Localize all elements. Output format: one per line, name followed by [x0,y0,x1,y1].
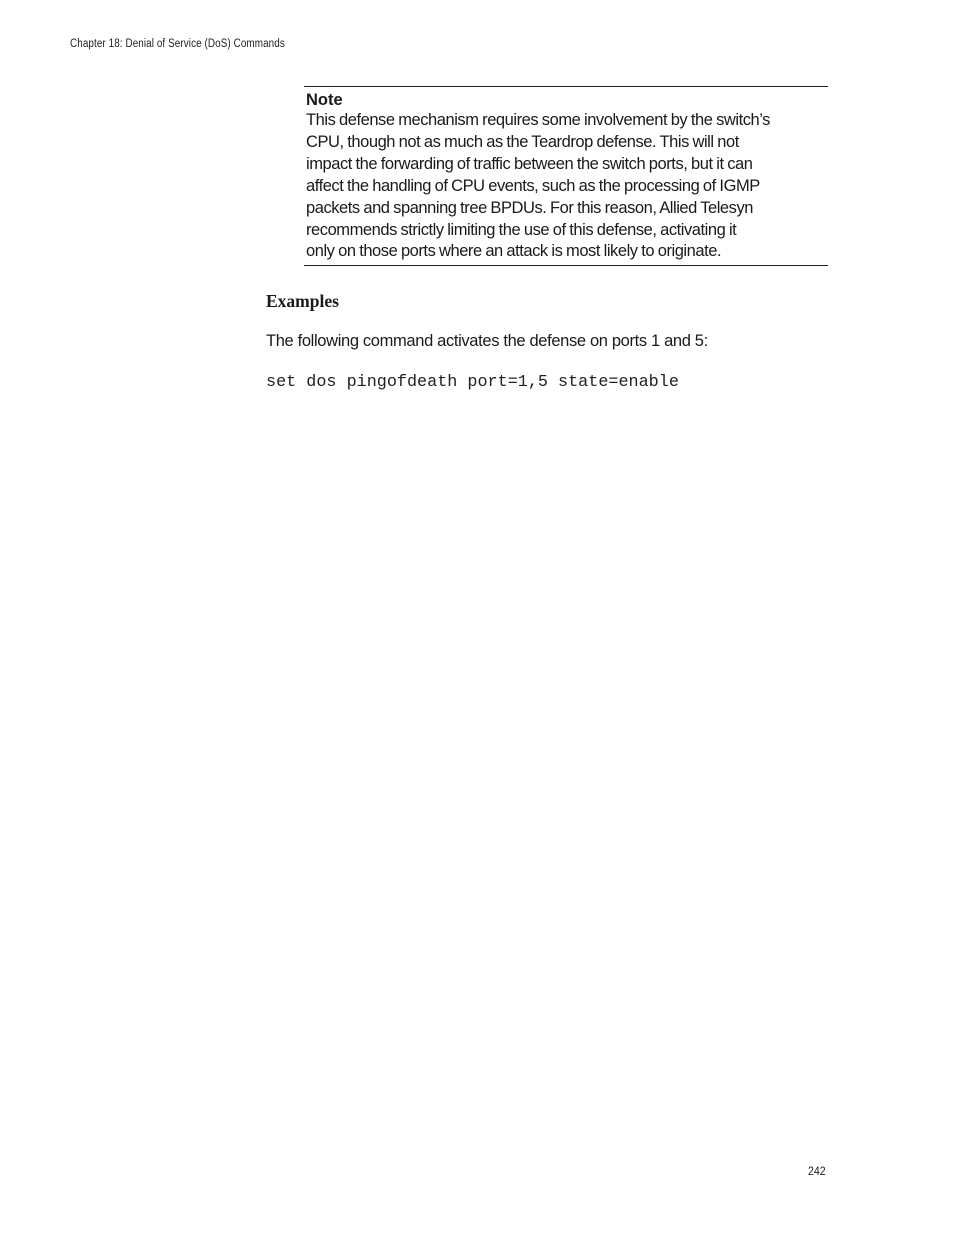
example-command: set dos pingofdeath port=1,5 state=enable [266,373,679,392]
note-line: impact the forwarding of traffic between the switch ports, but it can [306,154,753,173]
note-line: only on those ports where an attack is most likely to originate. [306,242,722,261]
note-line: recommends strictly limiting the use of this defense, activating it [306,220,737,239]
note-box [304,86,828,266]
page-number: 242 [808,1164,826,1178]
note-line: packets and spanning tree BPDUs. For this reason, Allied Telesyn [306,198,753,217]
note-title: Note [306,91,343,109]
examples-intro: The following command activates the defense on ports 1 and 5: [266,332,708,350]
examples-heading: Examples [266,291,339,311]
note-line: This defense mechanism requires some involvement by the switch’s [306,111,770,129]
note-body [306,110,828,263]
running-header: Chapter 18: Denial of Service (DoS) Commands [70,38,285,50]
note-line: affect the handling of CPU events, such as the processing of IGMP [306,176,760,195]
note-line: CPU, though not as much as the Teardrop defense. This will not [306,132,739,151]
